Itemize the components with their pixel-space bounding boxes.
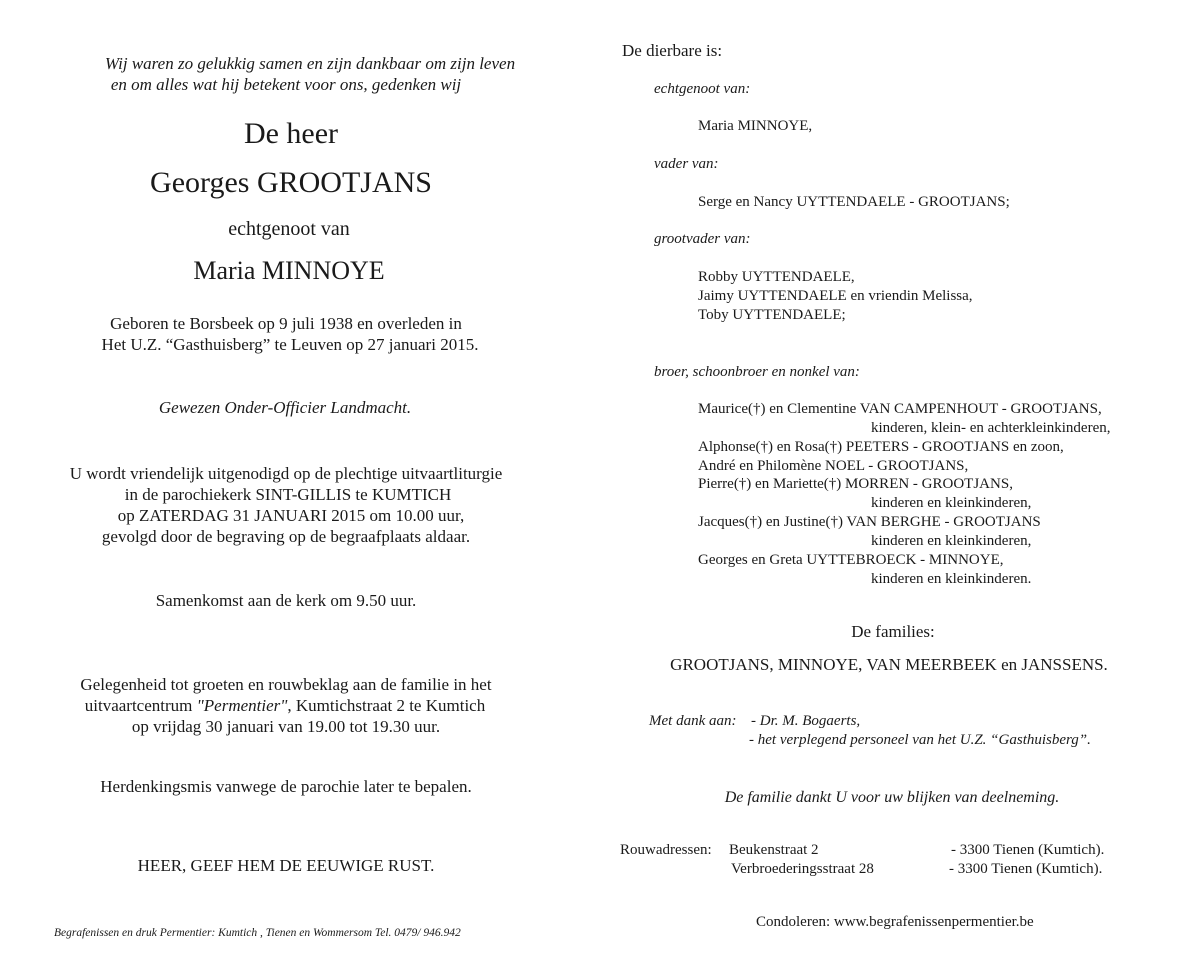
spouse-of: Maria MINNOYE, [698, 118, 813, 134]
family-thanks: De familie dankt U voor uw blijken van deelneming. [724, 789, 1060, 806]
sibling-line-4: Pierre(†) en Mariette(†) MORREN - GROOTJANS, [698, 476, 1013, 492]
sibling-line-2: Alphonse(†) en Rosa(†) PEETERS - GROOTJANS en zoon, [698, 439, 1064, 455]
spouse-of-label: echtgenoot van: [654, 81, 751, 97]
thanks-1: - Dr. M. Bogaerts, [751, 713, 861, 729]
sibling-line-4-sub: kinderen en kleinkinderen, [871, 495, 1032, 511]
funeral-line-4: gevolgd door de begraving op de begraafplaats aldaar. [101, 527, 471, 546]
prayer: HEER, GEEF HEM DE EEUWIGE RUST. [137, 856, 435, 875]
families: GROOTJANS, MINNOYE, VAN MEERBEEK en JANSSENS. [670, 655, 1108, 674]
sibling-line-1-sub: kinderen, klein- en achterkleinkinderen, [871, 420, 1111, 436]
father-of-label: vader van: [654, 156, 719, 172]
father-of: Serge en Nancy UYTTENDAELE - GROOTJANS; [698, 194, 1010, 210]
gathering: Samenkomst aan de kerk om 9.50 uur. [155, 591, 417, 610]
intro-line-1: Wij waren zo gelukkig samen en zijn dankbaar om zijn leven [104, 54, 516, 73]
address-2-city: - 3300 Tienen (Kumtich). [949, 861, 1103, 877]
born-line-2: Het U.Z. “Gasthuisberg” te Leuven op 27 januari 2015. [101, 335, 479, 354]
sibling-line-3: André en Philomène NOEL - GROOTJANS, [698, 458, 969, 474]
greeting-line-2 [85, 697, 485, 714]
address-2-street: Verbroederingsstraat 28 [731, 861, 874, 877]
thanks-2: - het verplegend personeel van het U.Z. “Gasthuisberg”. [749, 732, 1091, 748]
intro-line-2: en om alles wat hij betekent voor ons, gedenken wij [110, 75, 462, 94]
address-label: Rouwadressen: [620, 842, 712, 858]
sibling-line-5: Jacques(†) en Justine(†) VAN BERGHE - GROOTJANS [698, 514, 1041, 530]
families-label: De families: [851, 622, 935, 641]
funeral-line-3: op ZATERDAG 31 JANUARI 2015 om 10.00 uur, [117, 506, 465, 525]
sibling-line-6-sub: kinderen en kleinkinderen. [871, 571, 1032, 587]
funeral-line-2: in de parochiekerk SINT-GILLIS te KUMTICH [124, 485, 452, 504]
sibling-of-label: broer, schoonbroer en nonkel van: [654, 364, 860, 380]
sibling-line-6: Georges en Greta UYTTEBROECK - MINNOYE, [698, 552, 1004, 568]
spouse-label: echtgenoot van [228, 218, 350, 240]
thanks-label: Met dank aan: [649, 713, 737, 729]
address-1-city: - 3300 Tienen (Kumtich). [951, 842, 1105, 858]
sibling-line-1: Maurice(†) en Clementine VAN CAMPENHOUT - GROOTJANS, [698, 401, 1102, 417]
born-line-1: Geboren te Borsbeek op 9 juli 1938 en overleden in [110, 314, 462, 333]
condolences-link[interactable]: Condoleren: www.begrafenissenpermentier.be [756, 914, 1034, 930]
greeting-line-2-a: uitvaartcentrum [84, 696, 197, 715]
funeral-line-1: U wordt vriendelijk uitgenodigd op de plechtige uitvaartliturgie [69, 464, 503, 483]
occupation: Gewezen Onder-Officier Landmacht. [158, 398, 412, 417]
greeting-line-1: Gelegenheid tot groeten en rouwbeklag aan de familie in het [80, 675, 492, 694]
grandchild-3: Toby UYTTENDAELE; [698, 307, 846, 323]
greeting-line-2-c: , Kumtichstraat 2 te Kumtich [287, 696, 486, 715]
sibling-line-5-sub: kinderen en kleinkinderen, [871, 533, 1032, 549]
grandchild-1: Robby UYTTENDAELE, [698, 269, 855, 285]
right-heading: De dierbare is: [622, 41, 723, 60]
greeting-line-2-b: "Permentier" [196, 696, 288, 715]
printer-credit: Begrafenissen en druk Permentier: Kumtich , Tienen en Wommersom Tel. 0479/ 946.942 [54, 927, 461, 939]
address-1-street: Beukenstraat 2 [729, 842, 819, 858]
grandfather-of-label: grootvader van: [654, 231, 751, 247]
greeting-line-3: op vrijdag 30 januari van 19.00 tot 19.30 uur. [131, 717, 441, 736]
title: De heer [243, 117, 339, 150]
memorial-mass: Herdenkingsmis vanwege de parochie later te bepalen. [100, 777, 472, 796]
spouse-name: Maria MINNOYE [193, 256, 385, 285]
deceased-name: Georges GROOTJANS [150, 166, 432, 199]
grandchild-2: Jaimy UYTTENDAELE en vriendin Melissa, [698, 288, 973, 304]
